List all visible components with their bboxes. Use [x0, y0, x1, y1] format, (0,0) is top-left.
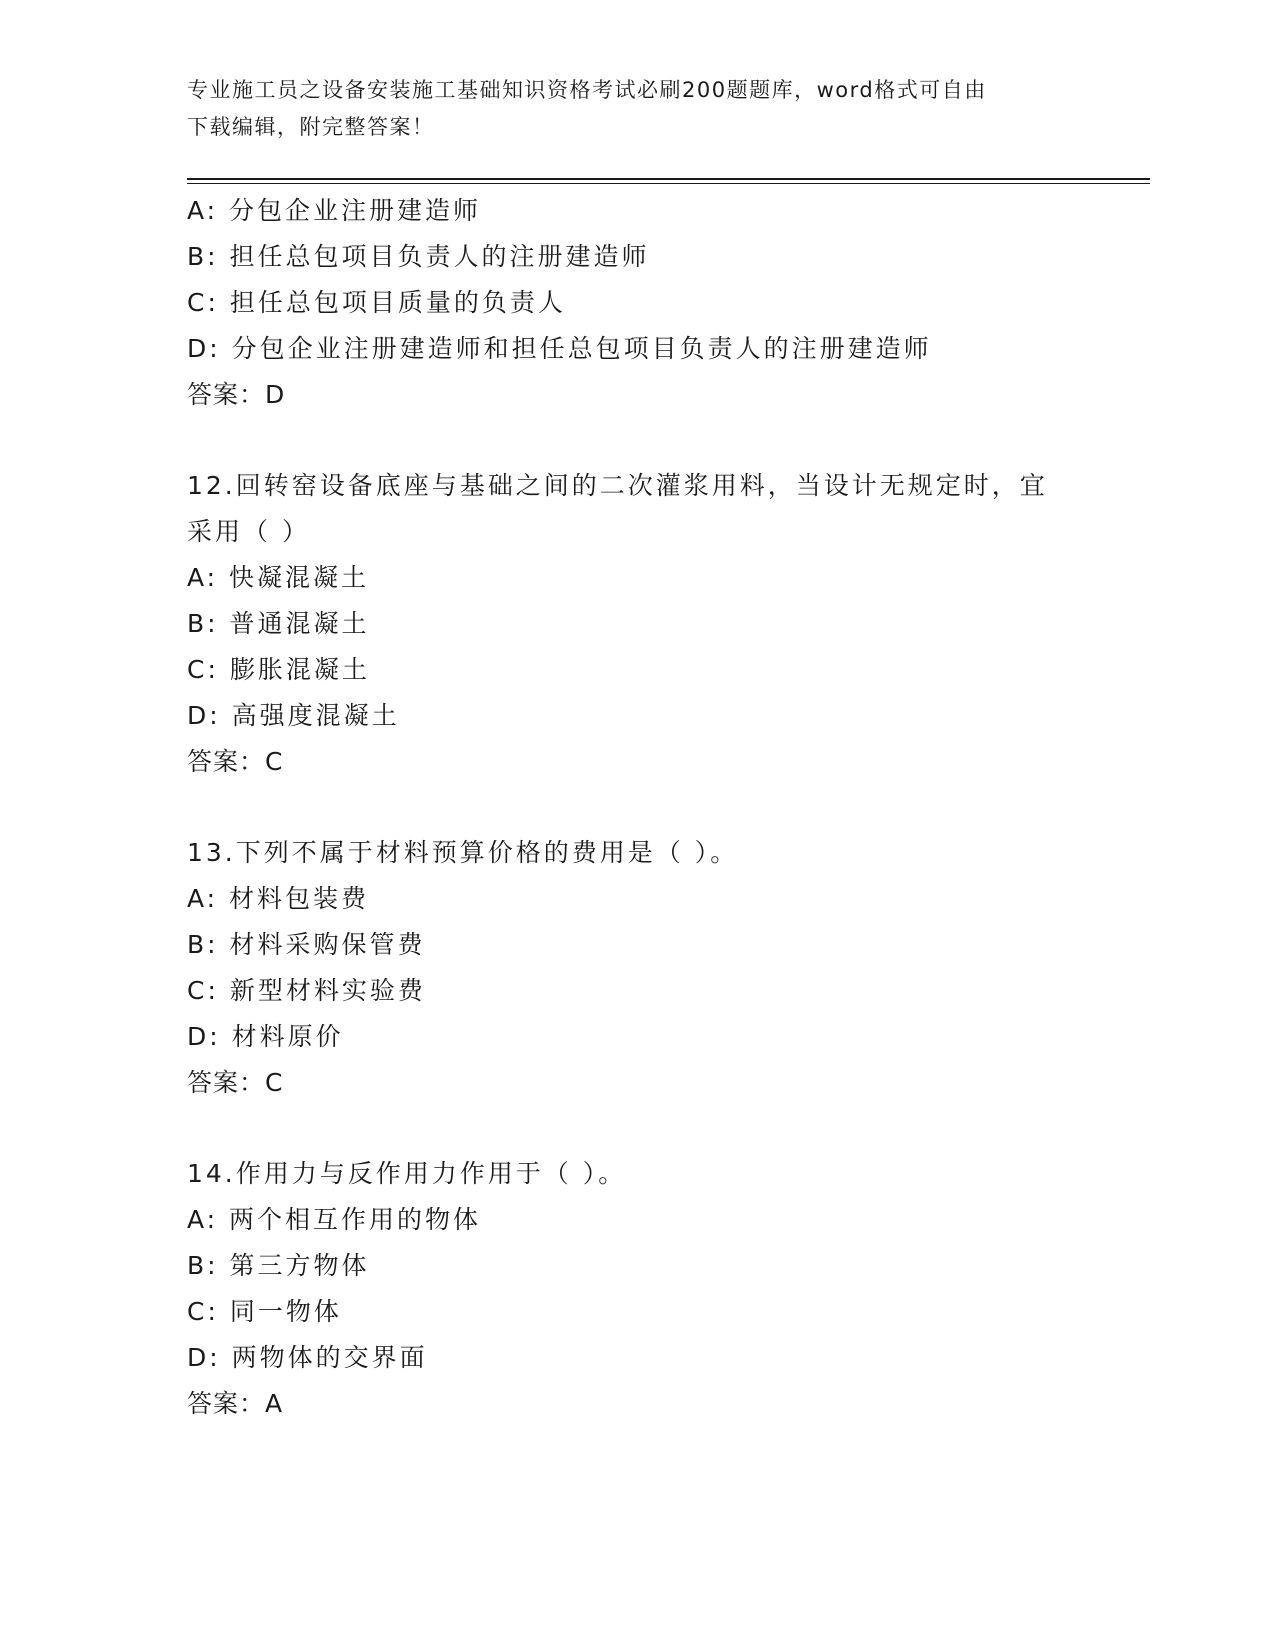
header-line-1: 专业施工员之设备安装施工基础知识资格考试必刷200题题库，word格式可自由	[187, 78, 987, 102]
option-c: C: 膨胀混凝土	[187, 655, 370, 684]
option-b: B: 普通混凝土	[187, 609, 370, 638]
question-14	[187, 1151, 1147, 1427]
answer-line: 答案：A	[187, 1389, 284, 1418]
question-list	[187, 188, 1147, 1427]
option-b: B: 材料采购保管费	[187, 930, 426, 959]
spacer	[187, 785, 1147, 830]
option-c: C: 新型材料实验费	[187, 976, 426, 1005]
option-d: D: 高强度混凝土	[187, 701, 400, 730]
option-a: A: 快凝混凝土	[187, 563, 370, 592]
spacer	[187, 1106, 1147, 1151]
option-a: A: 材料包装费	[187, 884, 370, 913]
option-b: B: 第三方物体	[187, 1251, 370, 1280]
header-divider-thick	[187, 178, 1150, 180]
option-d: D: 分包企业注册建造师和担任总包项目负责人的注册建造师	[187, 334, 932, 363]
header-divider-thin	[187, 183, 1150, 184]
answer-line: 答案：C	[187, 747, 284, 776]
option-c: C: 担任总包项目质量的负责人	[187, 288, 566, 317]
document-header	[187, 72, 1087, 146]
header-line-2: 下载编辑，附完整答案！	[187, 115, 435, 139]
question-stem: 13.下列不属于材料预算价格的费用是（ ）。	[187, 838, 739, 867]
question-stem: 14.作用力与反作用力作用于（ ）。	[187, 1159, 627, 1188]
option-d: D: 材料原价	[187, 1022, 344, 1051]
question-12	[187, 463, 1147, 785]
option-b: B: 担任总包项目负责人的注册建造师	[187, 242, 650, 271]
answer-line: 答案：D	[187, 380, 286, 409]
option-a: A: 分包企业注册建造师	[187, 196, 482, 225]
question-stem-line-2: 采用（ ）	[187, 517, 310, 546]
answer-line: 答案：C	[187, 1068, 284, 1097]
option-c: C: 同一物体	[187, 1297, 342, 1326]
question-11	[187, 188, 1147, 418]
option-a: A: 两个相互作用的物体	[187, 1205, 482, 1234]
question-13	[187, 830, 1147, 1106]
option-d: D: 两物体的交界面	[187, 1343, 428, 1372]
spacer	[187, 418, 1147, 463]
question-stem-line-1: 12.回转窑设备底座与基础之间的二次灌浆用料，当设计无规定时，宜	[187, 471, 1048, 500]
